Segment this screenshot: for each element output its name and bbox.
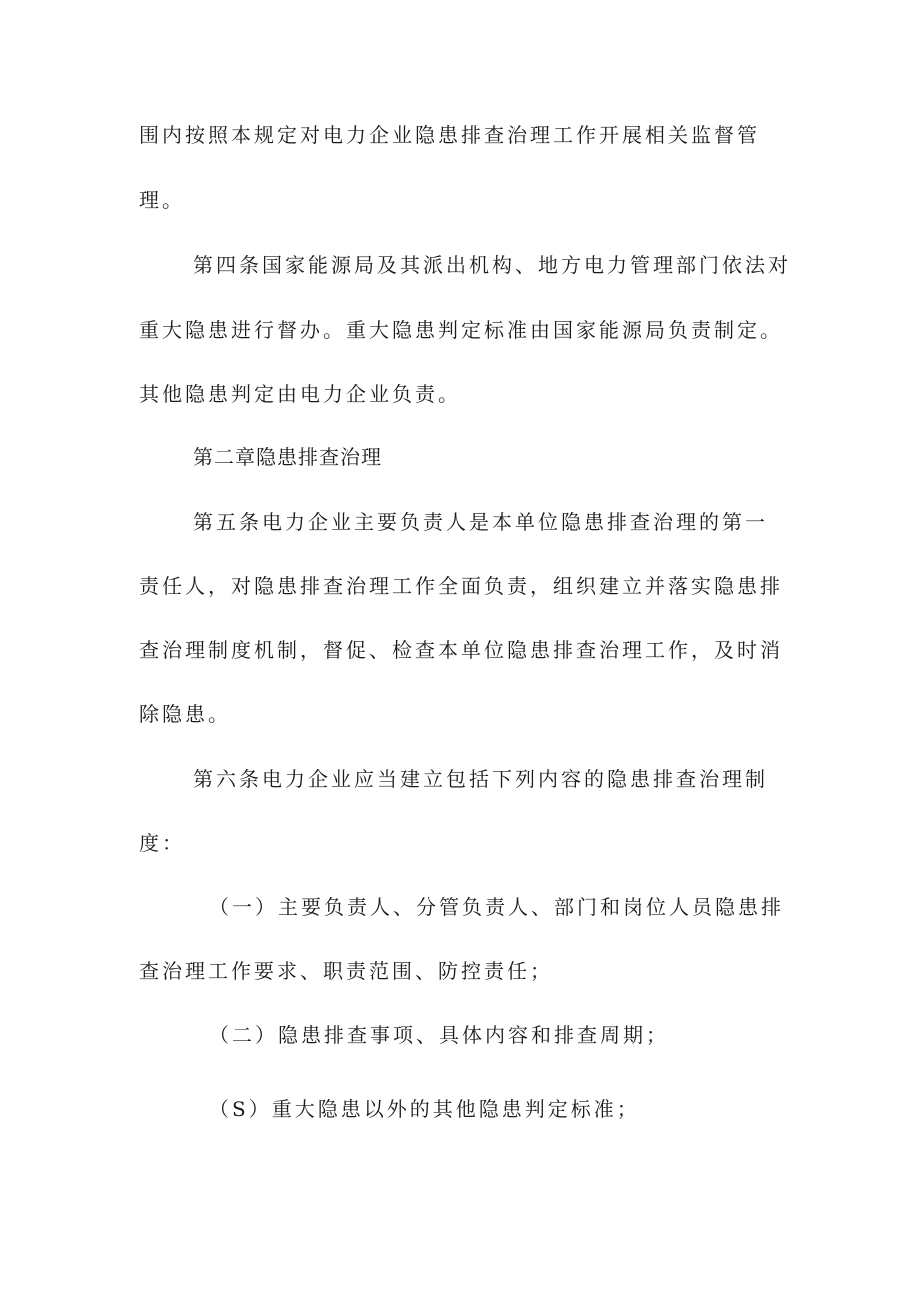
text-line-10: 除隐患。 [139, 702, 231, 726]
text-line-1: 围内按照本规定对电力企业隐患排查治理工作开展相关监督管 [139, 123, 760, 147]
text-line-9: 查治理制度机制，督促、检查本单位隐患排查治理工作，及时消 [139, 638, 783, 662]
list-item-2: （二）隐患排查事项、具体内容和排查周期； [209, 1023, 669, 1047]
text-line-2: 理。 [139, 188, 185, 212]
article-4-heading-line: 第四条国家能源局及其派出机构、地方电力管理部门依法对 [193, 253, 791, 277]
list-item-1: （一）主要负责人、分管负责人、部门和岗位人员隐患排 [209, 895, 784, 919]
list-item-3: （S）重大隐患以外的其他隐患判定标准； [209, 1097, 640, 1121]
text-line-12: 度： [139, 831, 185, 855]
article-6-heading-line: 第六条电力企业应当建立包括下列内容的隐患排查治理制 [193, 767, 768, 791]
chapter-2-title: 第二章隐患排查治理 [193, 445, 382, 469]
text-line-14: 查治理工作要求、职责范围、防控责任； [139, 959, 553, 983]
text-line-8: 责任人，对隐患排查治理工作全面负责，组织建立并落实隐患排 [139, 574, 783, 598]
article-5-heading-line: 第五条电力企业主要负责人是本单位隐患排查治理的第一 [193, 510, 768, 534]
text-line-5: 其他隐患判定由电力企业负责。 [139, 382, 461, 406]
text-line-4: 重大隐患进行督办。重大隐患判定标准由国家能源局负责制定。 [139, 318, 783, 342]
